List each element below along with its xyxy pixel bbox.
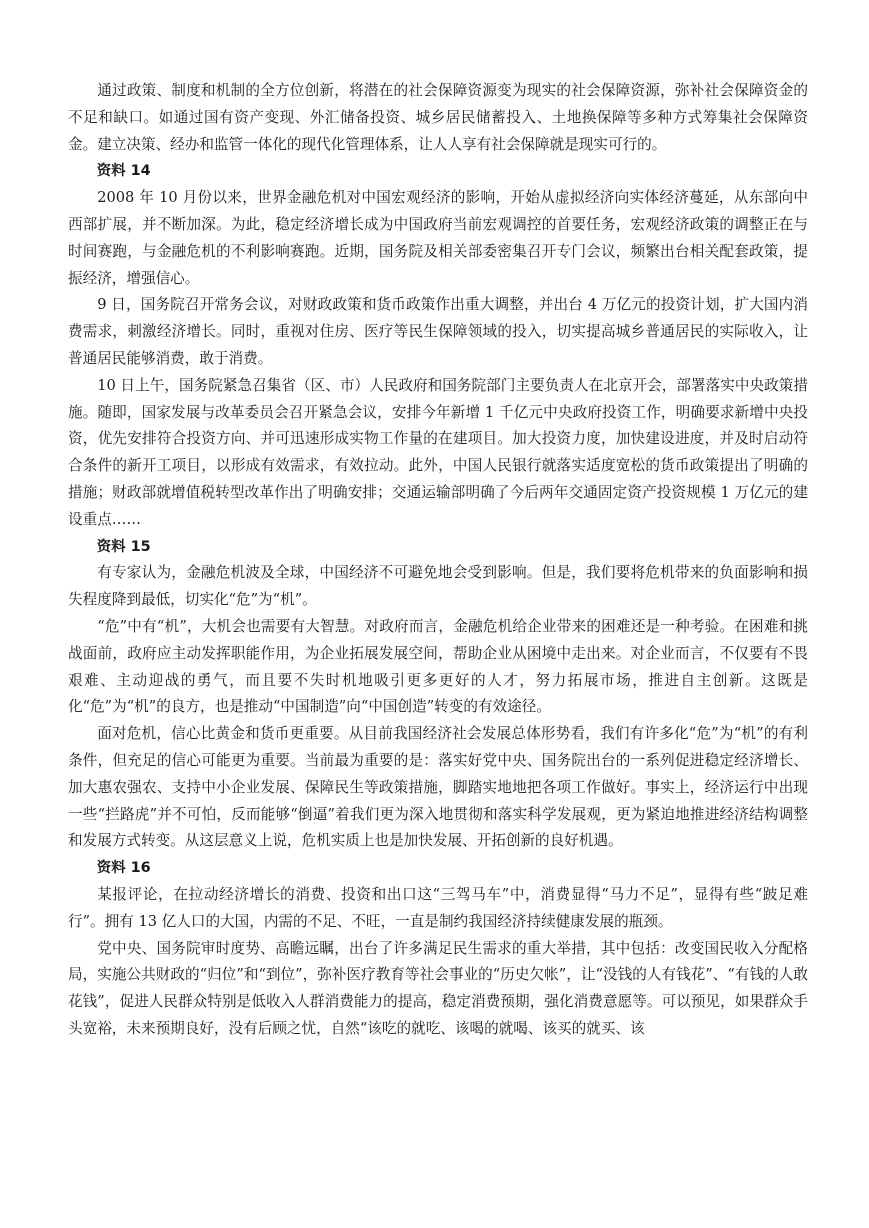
section-heading-14: 资料 14 — [96, 163, 151, 180]
paragraph: 有专家认为，金融危机波及全球，中国经济不可避免地会受到影响。但是，我们要将危机带来的负面影响和损失程度降到最低，切实化“危”为“机”。 — [68, 564, 808, 609]
document-page — [68, 78, 808, 1043]
section-heading-16: 资料 16 — [96, 860, 151, 877]
paragraph: 某报评论，在拉动经济增长的消费、投资和出口这“三驾马车”中，消费显得“马力不足”，显得有些“跛足难行”。拥有 13 亿人口的大国，内需的不足、不旺，一直是制约我国经济持续健康发展的瓶颈。 — [68, 885, 808, 930]
paragraph: 2008 年 10 月份以来，世界金融危机对中国宏观经济的影响，开始从虚拟经济向实体经济蔓延，从东部向中西部扩展，并不断加深。为此，稳定经济增长成为中国政府当前宏观调控的首要任务，宏观经济政策的调整正在与时间赛跑，与金融危机的不利影响赛跑。近期，国务院及相关部委密集召开专门会议，频繁出台相关配套政策，提振经济，增强信心。 — [68, 189, 808, 287]
paragraph: 面对危机，信心比黄金和货币更重要。从目前我国经济社会发展总体形势看，我们有许多化“危”为“机”的有利条件，但充足的信心可能更为重要。当前最为重要的是：落实好党中央、国务院出台的一系列促进稳定经济增长、加大惠农强农、支持中小企业发展、保障民生等政策措施，脚踏实地地把各项工作做好。事实上，经济运行中出现一些“拦路虎”并不可怕，反而能够“倒逼”着我们更为深入地贯彻和落实科学发展观，更为紧迫地推进经济结构调整和发展方式转变。从这层意义上说，危机实质上也是加快发展、开拓创新的良好机遇。 — [68, 725, 808, 850]
section-heading-15: 资料 15 — [96, 538, 151, 555]
paragraph: 9 日，国务院召开常务会议，对财政政策和货币政策作出重大调整，并出台 4 万亿元的投资计划，扩大国内消费需求，刺激经济增长。同时，重视对住房、医疗等民生保障领域的投入，切实提高城乡普通居民的实际收入，让普通居民能够消费，敢于消费。 — [68, 296, 808, 367]
paragraph: “危”中有“机”，大机会也需要有大智慧。对政府而言，金融危机给企业带来的困难还是一种考验。在困难和挑战面前，政府应主动发挥职能作用，为企业拓展发展空间，帮助企业从困境中走出来。对企业而言，不仅要有不畏艰难、主动迎战的勇气，而且要不失时机地吸引更多更好的人才，努力拓展市场，推进自主创新。这既是化“危”为“机”的良方，也是推动“中国制造”向“中国创造”转变的有效途径。 — [68, 617, 808, 716]
paragraph: 通过政策、制度和机制的全方位创新，将潜在的社会保障资源变为现实的社会保障资源，弥补社会保障资金的不足和缺口。如通过国有资产变现、外汇储备投资、城乡居民储蓄投入、土地换保障等多种方式筹集社会保障资金。建立决策、经办和监管一体化的现代化管理体系，让人人享有社会保障就是现实可行的。 — [68, 82, 808, 153]
paragraph: 10 日上午，国务院紧急召集省（区、市）人民政府和国务院部门主要负责人在北京开会，部署落实中央政策措施。随即，国家发展与改革委员会召开紧急会议，安排今年新增 1 千亿元中央政府投资工作，明确要求新增中央投资，优先安排符合投资方向、并可迅速形成实物工作量的在建项目。加大投资力度，加快建设进度，并及时启动符合条件的新开工项目，以形成有效需求，有效拉动。此外，中国人民银行就落实适度宽松的货币政策提出了明确的措施；财政部就增值税转型改革作出了明确安排；交通运输部明确了今后两年交通固定资产投资规模 1 万亿元的建设重点…… — [68, 376, 808, 528]
paragraph: 党中央、国务院审时度势、高瞻远瞩，出台了许多满足民生需求的重大举措，其中包括：改变国民收入分配格局，实施公共财政的“归位”和“到位”，弥补医疗教育等社会事业的“历史欠帐”，让“没钱的人有钱花”、“有钱的人敢花钱”，促进人民群众特别是低收入人群消费能力的提高，稳定消费预期，强化消费意愿等。可以预见，如果群众手头宽裕，未来预期良好，没有后顾之忧，自然“该吃的就吃、该喝的就喝、该买的就买、该 — [68, 939, 808, 1037]
